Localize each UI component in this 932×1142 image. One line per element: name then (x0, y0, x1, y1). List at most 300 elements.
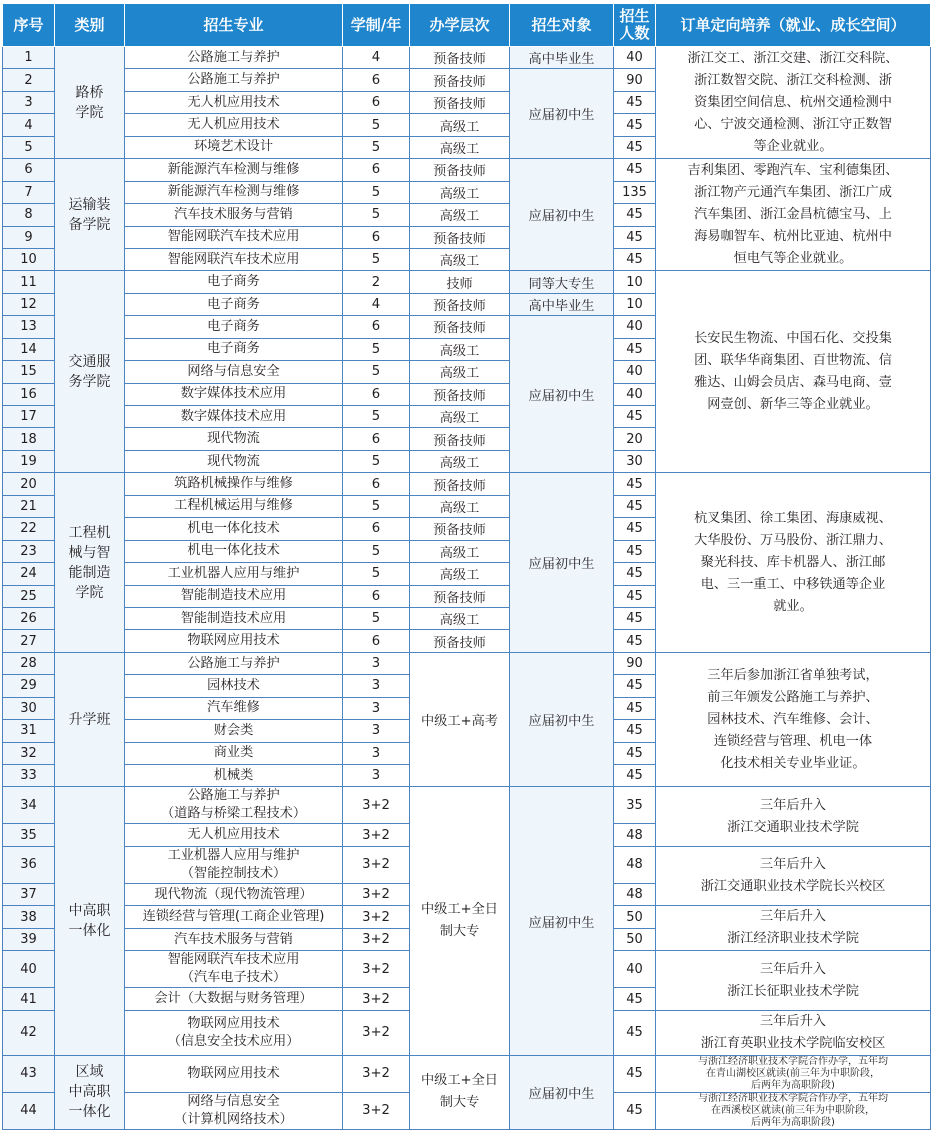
major-cell (125, 928, 343, 951)
major-text: 汽车维修 (207, 700, 260, 716)
level-cell: 预备技师 (410, 47, 510, 69)
major-cell (125, 988, 343, 1010)
quota-cell: 45 (614, 406, 656, 428)
major-cell (125, 1092, 343, 1129)
quota-cell: 35 (614, 787, 656, 824)
major-text: 数字媒体技术应用 (180, 408, 287, 424)
major-text: 汽车技术服务与营销 (174, 931, 293, 947)
level-cell: 预备技师 (410, 383, 510, 405)
header-seq: 序号 (3, 4, 55, 47)
level-line: 制大专 (439, 1095, 480, 1111)
major-cell (125, 136, 343, 158)
quota-cell: 45 (614, 136, 656, 158)
level-cell: 高级工 (410, 450, 510, 472)
level-cell (410, 787, 510, 1055)
level-cell: 中级工+高考 (410, 652, 510, 787)
years-cell: 3+2 (343, 883, 410, 905)
years-cell: 6 (343, 518, 410, 540)
level-cell: 预备技师 (410, 159, 510, 181)
target-cell: 应届初中生 (510, 787, 614, 1055)
major-cell (125, 293, 343, 315)
quota-cell: 40 (614, 951, 656, 988)
training-cell (656, 47, 931, 159)
seq-cell: 27 (3, 630, 55, 652)
training-cell (656, 1055, 931, 1092)
quota-cell: 45 (614, 1010, 656, 1055)
major-text: 现代物流 (207, 431, 260, 447)
seq-cell: 38 (3, 906, 55, 929)
target-cell: 应届初中生 (510, 159, 614, 271)
major-cell (125, 338, 343, 360)
level-cell (410, 1055, 510, 1129)
training-cell (656, 159, 931, 271)
seq-cell: 35 (3, 824, 55, 846)
major-text: 电子商务 (207, 296, 260, 312)
quota-cell: 45 (614, 518, 656, 540)
dept-line: 工程机 (68, 524, 111, 541)
training-line: 浙江交通职业技术学院长兴校区 (700, 879, 886, 895)
quota-cell: 45 (614, 630, 656, 652)
major-cell (125, 518, 343, 540)
training-line: 海易咖智车、杭州比亚迪、杭州中 (694, 228, 892, 244)
dept-line: 学院 (75, 584, 104, 601)
dept-line: 升学班 (68, 711, 111, 728)
major-text: 环境艺术设计 (193, 139, 274, 155)
seq-cell: 40 (3, 951, 55, 988)
major-text: 工业机器人应用与维护 (167, 847, 300, 863)
level-cell: 预备技师 (410, 585, 510, 607)
major-text: 物联网应用技术 (187, 1065, 280, 1081)
dept-line: 区域 (75, 1064, 104, 1081)
major-text: 智能网联汽车技术应用 (167, 251, 300, 267)
major-cell (125, 271, 343, 293)
major-cell (125, 652, 343, 674)
training-cell (656, 787, 931, 846)
training-line: 电、三一重工、中移铁通等企业 (700, 576, 886, 592)
training-line: 汽车集团、浙江金昌杭德宝马、上 (694, 206, 892, 222)
quota-cell: 45 (614, 1055, 656, 1092)
level-cell: 高级工 (410, 248, 510, 270)
dept-cell (55, 787, 125, 1055)
quota-cell: 135 (614, 181, 656, 203)
major-cell (125, 720, 343, 742)
table-row (3, 159, 931, 181)
training-line: 三年后参加浙江省单独考试， (707, 667, 879, 683)
seq-cell: 32 (3, 742, 55, 764)
years-cell: 5 (343, 181, 410, 203)
years-cell: 3+2 (343, 824, 410, 846)
training-line: 长安民生物流、中国石化、交投集 (694, 330, 892, 346)
training-line: 聚光科技、库卡机器人、浙江邮 (700, 554, 886, 570)
years-cell: 4 (343, 293, 410, 315)
major-text: 筑路机械操作与维修 (174, 476, 293, 492)
seq-cell: 10 (3, 248, 55, 270)
header-row (3, 4, 931, 47)
dept-line: 一体化 (68, 923, 111, 940)
target-cell: 应届初中生 (510, 473, 614, 653)
years-cell: 6 (343, 630, 410, 652)
seq-cell: 31 (3, 720, 55, 742)
dept-cell (55, 1055, 125, 1129)
years-cell: 3 (343, 765, 410, 787)
header-quota-line1: 招生 (619, 7, 650, 25)
level-cell: 预备技师 (410, 69, 510, 91)
major-text: 现代物流 (207, 453, 260, 469)
quota-cell: 45 (614, 226, 656, 248)
seq-cell: 12 (3, 293, 55, 315)
major-text: 汽车技术服务与营销 (174, 206, 293, 222)
quota-cell: 45 (614, 159, 656, 181)
years-cell: 5 (343, 607, 410, 629)
years-cell: 5 (343, 406, 410, 428)
level-cell: 高级工 (410, 361, 510, 383)
target-cell: 应届初中生 (510, 652, 614, 787)
years-cell: 3+2 (343, 928, 410, 951)
quota-cell: 48 (614, 824, 656, 846)
seq-cell: 3 (3, 91, 55, 113)
years-cell: 3+2 (343, 906, 410, 929)
major-cell (125, 607, 343, 629)
seq-cell: 24 (3, 563, 55, 585)
dept-line: 能制造 (68, 564, 111, 581)
level-cell: 高级工 (410, 204, 510, 226)
major-cell (125, 540, 343, 562)
dept-line: 械与智 (68, 544, 111, 561)
dept-cell (55, 47, 125, 159)
header-target: 招生对象 (510, 4, 614, 47)
target-cell: 高中毕业生 (510, 293, 614, 315)
major-cell (125, 406, 343, 428)
major-cell (125, 316, 343, 338)
seq-cell: 15 (3, 361, 55, 383)
training-cell (656, 846, 931, 905)
level-cell: 预备技师 (410, 630, 510, 652)
training-line: 大华股份、万马股份、浙江鼎力、 (694, 532, 892, 548)
major-cell (125, 204, 343, 226)
major-cell (125, 742, 343, 764)
major-subtext: （信息安全技术应用） (167, 1033, 300, 1049)
training-line: 雅达、山姆会员店、森马电商、壹 (694, 374, 892, 390)
major-cell (125, 181, 343, 203)
level-cell: 高级工 (410, 563, 510, 585)
training-cell (656, 951, 931, 1010)
dept-line: 中高职 (68, 1084, 111, 1101)
quota-cell: 45 (614, 204, 656, 226)
quota-cell: 45 (614, 765, 656, 787)
quota-cell: 45 (614, 91, 656, 113)
level-cell: 高级工 (410, 114, 510, 136)
quota-cell: 50 (614, 906, 656, 929)
dept-line: 运输装 (68, 196, 111, 213)
quota-cell: 50 (614, 928, 656, 951)
major-cell (125, 697, 343, 719)
major-text: 网络与信息安全 (187, 1093, 280, 1109)
quota-cell: 45 (614, 1092, 656, 1129)
training-line: 网壹创、新华三等企业就业。 (707, 396, 879, 412)
header-training: 订单定向培养（就业、成长空间） (656, 4, 931, 47)
major-cell (125, 765, 343, 787)
years-cell: 5 (343, 114, 410, 136)
years-cell: 3 (343, 742, 410, 764)
quota-cell: 10 (614, 271, 656, 293)
quota-cell: 45 (614, 607, 656, 629)
years-cell: 5 (343, 450, 410, 472)
years-cell: 3+2 (343, 1055, 410, 1092)
major-cell (125, 951, 343, 988)
header-years: 学制/年 (343, 4, 410, 47)
major-text: 数字媒体技术应用 (180, 386, 287, 402)
major-cell (125, 585, 343, 607)
years-cell: 3+2 (343, 1010, 410, 1055)
major-text: 智能制造技术应用 (180, 610, 287, 626)
training-line: 连锁经营与管理、机电一体 (713, 733, 873, 749)
level-cell: 预备技师 (410, 226, 510, 248)
seq-cell: 28 (3, 652, 55, 674)
training-line: 在青山湖校区就读(前三年为中职阶段， (706, 1067, 880, 1079)
training-line: 浙江物产元通汽车集团、浙江广成 (694, 184, 892, 200)
major-cell (125, 114, 343, 136)
major-text: 财会类 (213, 722, 254, 738)
level-cell: 高级工 (410, 406, 510, 428)
quota-cell: 90 (614, 652, 656, 674)
target-cell: 应届初中生 (510, 69, 614, 159)
header-quota-line2: 人数 (619, 24, 650, 42)
level-line: 制大专 (439, 924, 480, 940)
quota-cell: 45 (614, 338, 656, 360)
major-text: 公路施工与养护 (187, 72, 280, 88)
quota-cell: 45 (614, 473, 656, 495)
years-cell: 5 (343, 495, 410, 517)
seq-cell: 29 (3, 675, 55, 697)
dept-line: 交通服 (68, 353, 111, 370)
years-cell: 3+2 (343, 988, 410, 1010)
table-body (3, 47, 931, 1130)
training-line: 三年后升入 (760, 797, 826, 813)
seq-cell: 6 (3, 159, 55, 181)
level-cell: 高级工 (410, 338, 510, 360)
level-cell: 高级工 (410, 136, 510, 158)
years-cell: 6 (343, 428, 410, 450)
training-line: 团、联华华商集团、百世物流、信 (694, 352, 892, 368)
seq-cell: 1 (3, 47, 55, 69)
years-cell: 5 (343, 248, 410, 270)
training-line: 后两年为高职阶段) (751, 1079, 835, 1091)
seq-cell: 14 (3, 338, 55, 360)
years-cell: 3+2 (343, 846, 410, 883)
major-text: 智能制造技术应用 (180, 588, 287, 604)
seq-cell: 25 (3, 585, 55, 607)
major-text: 现代物流（现代物流管理） (154, 886, 313, 902)
major-cell (125, 675, 343, 697)
quota-cell: 45 (614, 742, 656, 764)
major-cell (125, 906, 343, 929)
dept-cell (55, 652, 125, 787)
training-line: 在西溪校区就读(前三年为中职阶段， (711, 1104, 875, 1116)
major-cell (125, 159, 343, 181)
years-cell: 5 (343, 338, 410, 360)
major-text: 机电一体化技术 (187, 520, 280, 536)
training-line: 浙江经济职业技术学院 (727, 931, 859, 947)
training-cell (656, 473, 931, 653)
major-subtext: （汽车电子技术） (180, 970, 287, 986)
major-cell (125, 450, 343, 472)
years-cell: 6 (343, 585, 410, 607)
seq-cell: 23 (3, 540, 55, 562)
training-line: 化技术相关专业毕业证。 (720, 755, 866, 771)
quota-cell: 90 (614, 69, 656, 91)
training-line: 浙江长征职业技术学院 (727, 983, 859, 999)
seq-cell: 39 (3, 928, 55, 951)
level-cell: 预备技师 (410, 428, 510, 450)
major-text: 机电一体化技术 (187, 543, 280, 559)
years-cell: 3+2 (343, 951, 410, 988)
seq-cell: 33 (3, 765, 55, 787)
training-line: 与浙江经济职业技术学院合作办学，五年均 (698, 1092, 888, 1104)
level-cell: 高级工 (410, 495, 510, 517)
years-cell: 6 (343, 316, 410, 338)
seq-cell: 36 (3, 846, 55, 883)
quota-cell: 45 (614, 697, 656, 719)
seq-cell: 21 (3, 495, 55, 517)
training-cell (656, 271, 931, 473)
seq-cell: 42 (3, 1010, 55, 1055)
major-text: 商业类 (213, 745, 254, 761)
years-cell: 3 (343, 675, 410, 697)
header-major: 招生专业 (125, 4, 343, 47)
training-line: 三年后升入 (760, 1013, 826, 1029)
major-text: 新能源汽车检测与维修 (167, 161, 300, 177)
years-cell: 3 (343, 697, 410, 719)
seq-cell: 20 (3, 473, 55, 495)
major-text: 电子商务 (207, 318, 260, 334)
level-cell: 技师 (410, 271, 510, 293)
training-line: 园林技术、汽车维修、会计、 (707, 711, 879, 727)
table-row (3, 47, 931, 69)
dept-cell (55, 271, 125, 473)
training-line: 吉利集团、零跑汽车、宝利德集团、 (687, 162, 899, 178)
years-cell: 5 (343, 563, 410, 585)
years-cell: 6 (343, 226, 410, 248)
major-text: 网络与信息安全 (187, 363, 280, 379)
training-line: 等企业就业。 (753, 138, 833, 154)
header-dept: 类别 (55, 4, 125, 47)
years-cell: 6 (343, 383, 410, 405)
seq-cell: 7 (3, 181, 55, 203)
training-cell (656, 1092, 931, 1129)
seq-cell: 5 (3, 136, 55, 158)
training-line: 浙江育英职业技术学院临安校区 (700, 1035, 886, 1051)
table-row (3, 1055, 931, 1092)
dept-line: 备学院 (68, 216, 111, 233)
dept-line: 务学院 (68, 373, 111, 390)
years-cell: 6 (343, 473, 410, 495)
major-cell (125, 846, 343, 883)
years-cell: 5 (343, 540, 410, 562)
major-cell (125, 563, 343, 585)
major-text: 智能网联汽车技术应用 (167, 229, 300, 245)
training-line: 三年后升入 (760, 961, 826, 977)
dept-cell (55, 473, 125, 653)
years-cell: 4 (343, 47, 410, 69)
seq-cell: 4 (3, 114, 55, 136)
major-text: 连锁经营与管理(工商企业管理) (142, 909, 325, 925)
major-cell (125, 630, 343, 652)
dept-line: 一体化 (68, 1104, 111, 1121)
quota-cell: 45 (614, 988, 656, 1010)
major-text: 物联网应用技术 (187, 633, 280, 649)
seq-cell: 2 (3, 69, 55, 91)
training-cell (656, 652, 931, 787)
seq-cell: 18 (3, 428, 55, 450)
training-line: 前三年颁发公路施工与养护、 (707, 689, 879, 705)
quota-cell: 48 (614, 846, 656, 883)
major-subtext: （道路与桥梁工程技术） (160, 806, 307, 822)
years-cell: 6 (343, 91, 410, 113)
seq-cell: 44 (3, 1092, 55, 1129)
quota-cell: 45 (614, 540, 656, 562)
major-text: 公路施工与养护 (187, 49, 280, 65)
seq-cell: 13 (3, 316, 55, 338)
header-quota (614, 4, 656, 47)
major-cell (125, 361, 343, 383)
major-cell (125, 883, 343, 905)
major-text: 公路施工与养护 (187, 788, 280, 804)
quota-cell: 10 (614, 293, 656, 315)
table-row (3, 473, 931, 495)
major-cell (125, 824, 343, 846)
major-text: 物联网应用技术 (187, 1015, 280, 1031)
quota-cell: 40 (614, 316, 656, 338)
training-line: 浙江数智交院、浙江交科检测、浙 (694, 72, 892, 88)
major-text: 园林技术 (207, 677, 260, 693)
major-cell (125, 383, 343, 405)
training-line: 资集团空间信息、杭州交通检测中 (694, 94, 892, 110)
major-subtext: （计算机网络技术） (174, 1111, 293, 1127)
seq-cell: 43 (3, 1055, 55, 1092)
seq-cell: 17 (3, 406, 55, 428)
major-cell (125, 1055, 343, 1092)
major-text: 无人机应用技术 (187, 827, 280, 843)
target-cell: 同等大专生 (510, 271, 614, 293)
training-line: 后两年为高职阶段) (751, 1116, 835, 1128)
seq-cell: 19 (3, 450, 55, 472)
seq-cell: 16 (3, 383, 55, 405)
training-line: 三年后升入 (760, 909, 826, 925)
major-text: 无人机应用技术 (187, 117, 280, 133)
seq-cell: 41 (3, 988, 55, 1010)
level-line: 中级工+全日 (421, 902, 498, 918)
level-cell: 预备技师 (410, 316, 510, 338)
training-line: 三年后升入 (760, 857, 826, 873)
level-line: 中级工+全日 (421, 1073, 498, 1089)
dept-line: 中高职 (68, 903, 111, 920)
major-text: 电子商务 (207, 341, 260, 357)
major-text: 机械类 (213, 767, 254, 783)
table-row (3, 271, 931, 293)
major-cell (125, 226, 343, 248)
quota-cell: 40 (614, 47, 656, 69)
training-line: 浙江交通职业技术学院 (727, 819, 859, 835)
years-cell: 2 (343, 271, 410, 293)
seq-cell: 22 (3, 518, 55, 540)
major-cell (125, 69, 343, 91)
level-cell: 预备技师 (410, 518, 510, 540)
years-cell: 5 (343, 136, 410, 158)
major-subtext: （智能控制技术） (180, 865, 287, 881)
dept-line: 路桥 (75, 84, 104, 101)
level-cell: 高级工 (410, 540, 510, 562)
quota-cell: 40 (614, 383, 656, 405)
